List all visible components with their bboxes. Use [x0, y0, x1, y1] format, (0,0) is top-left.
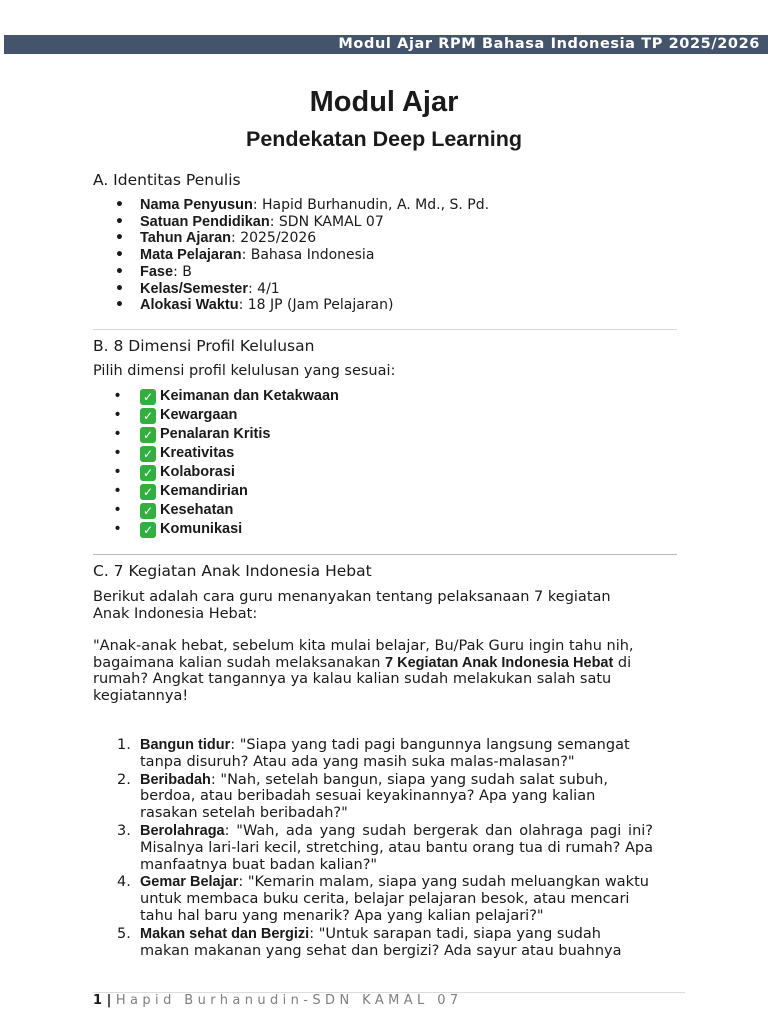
section-a-heading: A. Identitas Penulis — [93, 171, 241, 189]
teacher-quote — [93, 638, 693, 704]
section-c-intro — [93, 589, 693, 622]
activity-label: Gemar Belajar — [140, 874, 239, 891]
activity-list — [93, 737, 653, 959]
quote-line: "Anak-anak hebat, sebelum kita mulai belajar, Bu/Pak Guru ingin tahu nih, — [93, 638, 634, 654]
identity-list — [93, 197, 489, 314]
item-value: : 18 JP (Jam Pelajaran) — [238, 297, 394, 314]
item-value: : SDN KAMAL 07 — [269, 213, 384, 230]
item-label: Tahun Ajaran — [140, 230, 232, 247]
list-item — [93, 387, 339, 406]
page-title: Modul Ajar — [309, 86, 459, 118]
list-item — [93, 926, 653, 960]
check-mark-icon: ✓ — [140, 427, 156, 443]
check-mark-icon: ✓ — [140, 389, 156, 405]
activity-label: Beribadah — [140, 771, 211, 788]
list-item — [93, 264, 489, 281]
footer-author: Hapid Burhanudin-SDN KAMAL 07 — [115, 993, 463, 1008]
list-item — [93, 463, 339, 482]
dimension-label: Kreativitas — [160, 445, 235, 461]
activity-text: : "Untuk sarapan tadi, siapa yang sudah makan makanan yang sehat dan bergizi? Ada sayur atau buahnya — [140, 925, 622, 959]
section-b-heading: B. 8 Dimensi Profil Kelulusan — [93, 337, 315, 355]
item-label: Alokasi Waktu — [140, 297, 239, 314]
item-number: 4. — [117, 874, 131, 891]
section-b-intro: Pilih dimensi profil kelulusan yang sesuai: — [93, 363, 396, 379]
quote-line — [93, 655, 693, 672]
item-value: : B — [173, 263, 192, 280]
activity-label: Makan sehat dan Bergizi — [140, 925, 310, 942]
list-item — [93, 823, 653, 873]
section-divider — [93, 554, 677, 555]
activity-text: : "Wah, ada yang sudah bergerak dan olahraga pagi ini? Misalnya lari-lari kecil, stretching, atau bantu orang tua di rumah? Apa manfaatnya buat badan kalian?" — [140, 822, 653, 873]
list-item — [93, 772, 653, 822]
item-value: : 2025/2026 — [231, 230, 317, 247]
list-item — [93, 520, 339, 539]
list-item — [93, 444, 339, 463]
item-value: : 4/1 — [248, 280, 280, 297]
quote-line: kegiatannya! — [93, 687, 189, 704]
item-label: Kelas/Semester — [140, 280, 249, 297]
quote-emphasis: 7 Kegiatan Anak Indonesia Hebat — [385, 654, 614, 671]
activity-text: : "Nah, setelah bangun, siapa yang sudah salat subuh, berdoa, atau beribadah sesuai keyakinannya? Apa yang kalian rasakan setelah beribadah?" — [140, 771, 608, 822]
profile-dimension-list — [93, 387, 339, 539]
check-mark-icon: ✓ — [140, 465, 156, 481]
list-item — [93, 297, 489, 314]
list-item — [93, 482, 339, 501]
item-label: Fase — [140, 263, 174, 280]
activity-text: : "Kemarin malam, siapa yang sudah meluangkan waktu untuk membaca buku cerita, belajar pelajaran besok, atau mencari tahu hal baru yang menarik? Apa yang kalian pelajari?" — [140, 874, 649, 924]
list-item — [93, 247, 489, 264]
header-band: Modul Ajar RPM Bahasa Indonesia TP 2025/2026 — [4, 35, 768, 54]
dimension-label: Kewargaan — [160, 407, 238, 423]
list-item — [93, 214, 489, 231]
section-divider — [93, 329, 677, 330]
dimension-label: Penalaran Kritis — [160, 426, 271, 442]
check-mark-icon: ✓ — [140, 446, 156, 462]
list-item — [93, 281, 489, 298]
list-item — [93, 874, 653, 924]
activity-label: Berolahraga — [140, 822, 225, 839]
item-number: 3. — [117, 822, 131, 839]
check-mark-icon: ✓ — [140, 522, 156, 538]
item-value: : Bahasa Indonesia — [241, 247, 375, 264]
intro-line: Berikut adalah cara guru menanyakan tentang pelaksanaan 7 kegiatan — [93, 589, 611, 605]
list-item — [93, 406, 339, 425]
intro-line: Anak Indonesia Hebat: — [93, 605, 258, 622]
item-label: Mata Pelajaran — [140, 247, 242, 264]
check-mark-icon: ✓ — [140, 484, 156, 500]
check-mark-icon: ✓ — [140, 503, 156, 519]
dimension-label: Keimanan dan Ketakwaan — [160, 388, 339, 404]
quote-text: di — [613, 654, 632, 671]
page-footer — [93, 993, 463, 1008]
item-label: Satuan Pendidikan — [140, 213, 270, 230]
footer-separator: | — [102, 993, 116, 1008]
list-item — [93, 425, 339, 444]
item-number: 2. — [117, 771, 131, 788]
item-label: Nama Penyusun — [140, 197, 253, 213]
section-c-heading: C. 7 Kegiatan Anak Indonesia Hebat — [93, 562, 372, 580]
page-number: 1 — [93, 993, 103, 1008]
activity-label: Bangun tidur — [140, 737, 231, 753]
item-number: 1. — [117, 737, 131, 753]
activity-text: : "Siapa yang tadi pagi bangunnya langsung semangat tanpa disuruh? Atau ada yang masih suka malas-malasan?" — [140, 737, 630, 770]
quote-line: rumah? Angkat tangannya ya kalau kalian sudah melakukan salah satu — [93, 671, 612, 688]
page-subtitle: Pendekatan Deep Learning — [246, 127, 522, 151]
list-item — [93, 230, 489, 247]
dimension-label: Komunikasi — [160, 521, 243, 537]
list-item — [93, 501, 339, 520]
item-value: : Hapid Burhanudin, A. Md., S. Pd. — [252, 197, 490, 213]
check-mark-icon: ✓ — [140, 408, 156, 424]
dimension-label: Kesehatan — [160, 502, 234, 518]
dimension-label: Kemandirian — [160, 483, 248, 499]
list-item — [93, 197, 489, 214]
list-item — [93, 737, 653, 771]
item-number: 5. — [117, 925, 131, 942]
quote-text: bagaimana kalian sudah melaksanakan — [93, 654, 386, 671]
dimension-label: Kolaborasi — [160, 464, 235, 480]
